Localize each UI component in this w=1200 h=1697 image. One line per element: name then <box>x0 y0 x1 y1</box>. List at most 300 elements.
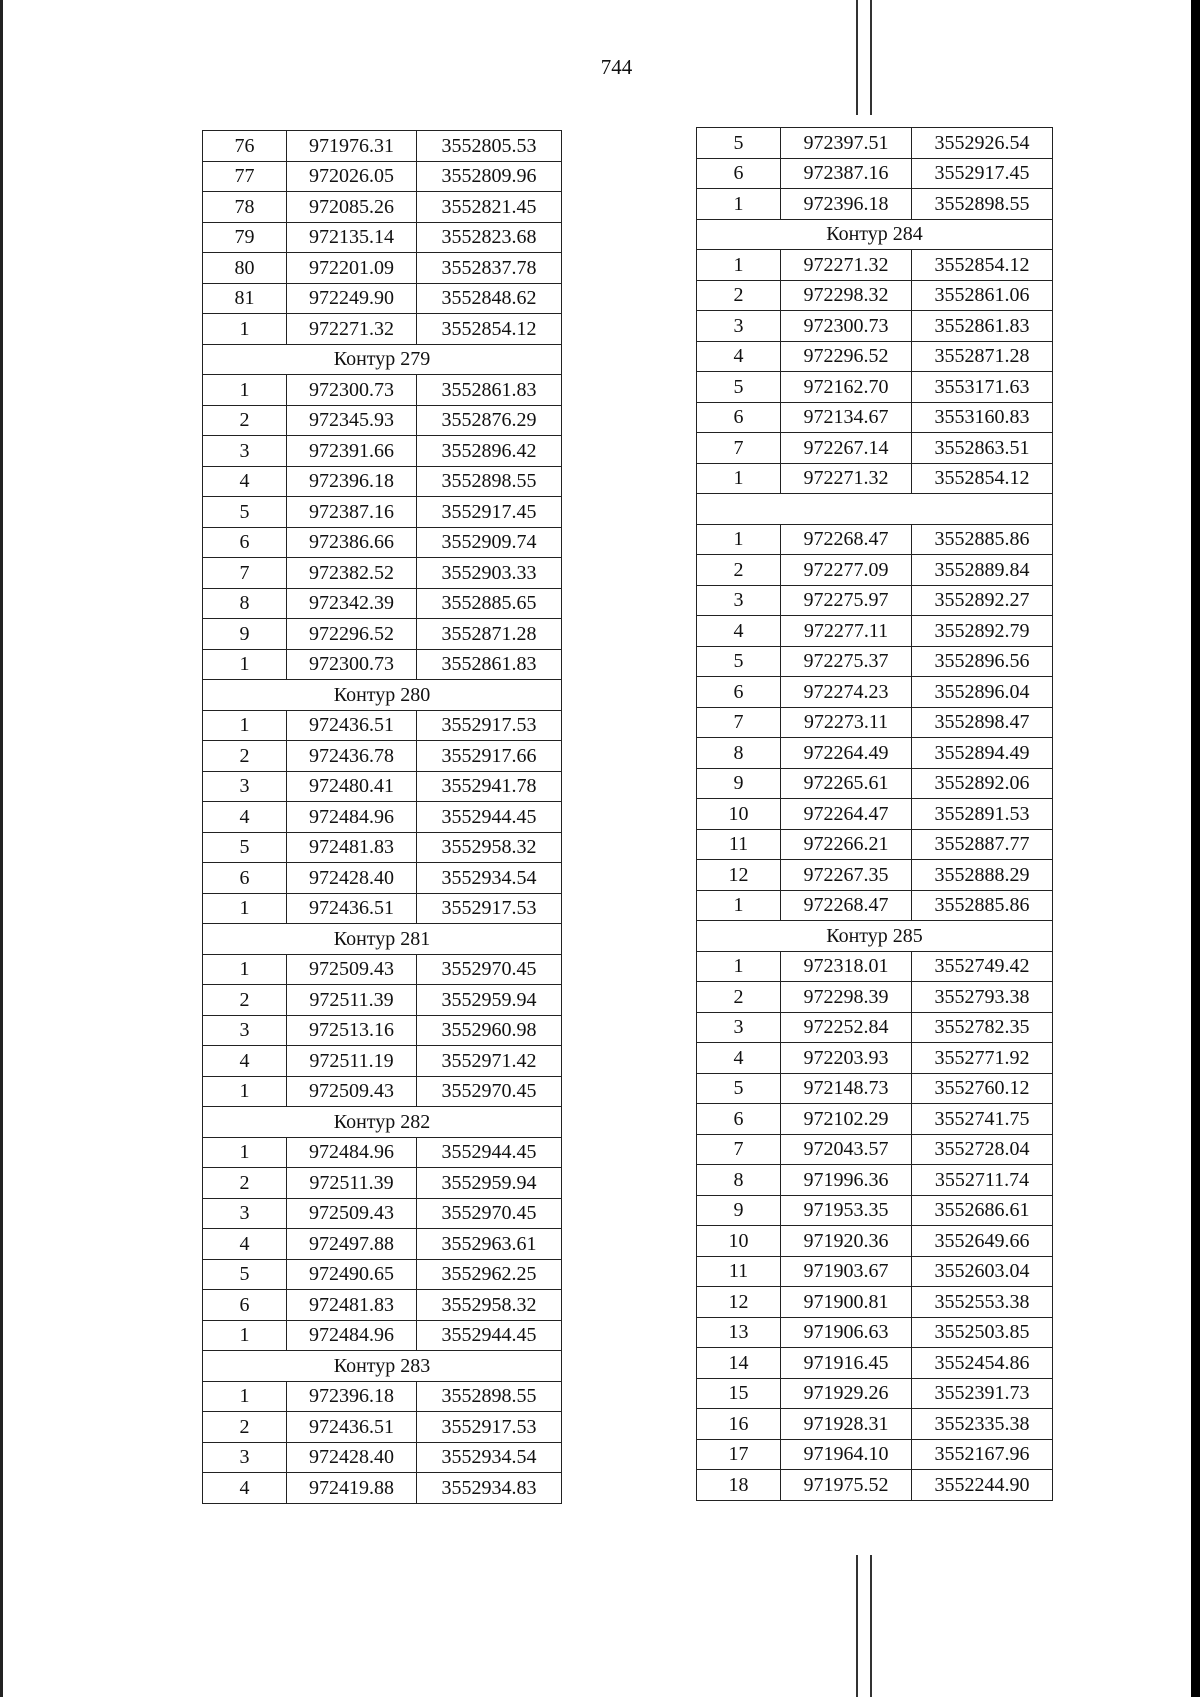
point-number: 7 <box>203 558 287 589</box>
x-coordinate: 972436.51 <box>287 1412 417 1443</box>
y-coordinate: 3552894.49 <box>912 738 1053 769</box>
x-coordinate: 971928.31 <box>781 1409 912 1440</box>
x-coordinate: 972298.32 <box>781 280 912 311</box>
point-number: 1 <box>697 524 781 555</box>
y-coordinate: 3552898.47 <box>912 707 1053 738</box>
y-coordinate: 3552960.98 <box>417 1015 562 1046</box>
table-row <box>203 893 562 924</box>
y-coordinate: 3552898.55 <box>912 189 1053 220</box>
x-coordinate: 972300.73 <box>287 649 417 680</box>
point-number: 6 <box>203 1290 287 1321</box>
scan-edge-left <box>0 0 3 1697</box>
y-coordinate: 3552963.61 <box>417 1229 562 1260</box>
table-row <box>697 524 1053 555</box>
point-number: 8 <box>697 1165 781 1196</box>
x-coordinate: 972264.49 <box>781 738 912 769</box>
table-row <box>697 1195 1053 1226</box>
point-number: 2 <box>203 1412 287 1443</box>
point-number: 4 <box>697 341 781 372</box>
point-number: 1 <box>203 710 287 741</box>
table-row <box>203 954 562 985</box>
y-coordinate: 3552909.74 <box>417 527 562 558</box>
y-coordinate: 3552391.73 <box>912 1378 1053 1409</box>
y-coordinate: 3552821.45 <box>417 192 562 223</box>
x-coordinate: 972509.43 <box>287 1076 417 1107</box>
table-row <box>203 1320 562 1351</box>
table-row <box>203 832 562 863</box>
contour-header: Контур 279 <box>203 344 562 375</box>
table-row <box>697 1287 1053 1318</box>
y-coordinate: 3552896.56 <box>912 646 1053 677</box>
binding-mark-bottom-2 <box>870 1555 872 1697</box>
x-coordinate: 971916.45 <box>781 1348 912 1379</box>
y-coordinate: 3552944.45 <box>417 802 562 833</box>
point-number: 6 <box>697 677 781 708</box>
x-coordinate: 972296.52 <box>287 619 417 650</box>
y-coordinate: 3552917.66 <box>417 741 562 772</box>
page-number: 744 <box>600 55 633 79</box>
y-coordinate: 3552805.53 <box>417 131 562 162</box>
coordinates-table-right <box>696 127 1053 1501</box>
y-coordinate: 3553171.63 <box>912 372 1053 403</box>
y-coordinate: 3552771.92 <box>912 1043 1053 1074</box>
table-row <box>697 189 1053 220</box>
point-number: 1 <box>697 463 781 494</box>
y-coordinate: 3552934.54 <box>417 863 562 894</box>
y-coordinate: 3552871.28 <box>912 341 1053 372</box>
point-number: 3 <box>203 436 287 467</box>
x-coordinate: 971903.67 <box>781 1256 912 1287</box>
table-row <box>697 1165 1053 1196</box>
x-coordinate: 972085.26 <box>287 192 417 223</box>
x-coordinate: 971976.31 <box>287 131 417 162</box>
table-row <box>203 161 562 192</box>
y-coordinate: 3552892.06 <box>912 768 1053 799</box>
x-coordinate: 972275.37 <box>781 646 912 677</box>
y-coordinate: 3552809.96 <box>417 161 562 192</box>
table-row <box>697 158 1053 189</box>
x-coordinate: 972268.47 <box>781 890 912 921</box>
y-coordinate: 3552782.35 <box>912 1012 1053 1043</box>
point-number: 5 <box>203 1259 287 1290</box>
x-coordinate: 972509.43 <box>287 1198 417 1229</box>
blank-cell <box>697 494 1053 525</box>
y-coordinate: 3552861.83 <box>417 375 562 406</box>
point-number: 1 <box>203 1137 287 1168</box>
x-coordinate: 972513.16 <box>287 1015 417 1046</box>
point-number: 3 <box>697 585 781 616</box>
x-coordinate: 972436.51 <box>287 710 417 741</box>
y-coordinate: 3552503.85 <box>912 1317 1053 1348</box>
x-coordinate: 971900.81 <box>781 1287 912 1318</box>
table-row <box>697 982 1053 1013</box>
contour-header: Контур 282 <box>203 1107 562 1138</box>
x-coordinate: 972162.70 <box>781 372 912 403</box>
point-number: 1 <box>203 314 287 345</box>
y-coordinate: 3552917.45 <box>417 497 562 528</box>
y-coordinate: 3552863.51 <box>912 433 1053 464</box>
table-row <box>697 585 1053 616</box>
table-row <box>697 280 1053 311</box>
x-coordinate: 972275.97 <box>781 585 912 616</box>
x-coordinate: 972271.32 <box>781 250 912 281</box>
table-row <box>203 283 562 314</box>
y-coordinate: 3552898.55 <box>417 466 562 497</box>
y-coordinate: 3552889.84 <box>912 555 1053 586</box>
point-number: 8 <box>697 738 781 769</box>
point-number: 5 <box>697 128 781 159</box>
y-coordinate: 3552887.77 <box>912 829 1053 860</box>
point-number: 3 <box>697 1012 781 1043</box>
y-coordinate: 3552971.42 <box>417 1046 562 1077</box>
table-row <box>203 771 562 802</box>
table-row <box>697 1439 1053 1470</box>
x-coordinate: 972277.09 <box>781 555 912 586</box>
x-coordinate: 971906.63 <box>781 1317 912 1348</box>
x-coordinate: 972267.35 <box>781 860 912 891</box>
point-number: 16 <box>697 1409 781 1440</box>
table-row <box>203 466 562 497</box>
point-number: 15 <box>697 1378 781 1409</box>
point-number: 4 <box>203 802 287 833</box>
point-number: 2 <box>203 985 287 1016</box>
point-number: 2 <box>203 741 287 772</box>
table-row <box>697 1470 1053 1501</box>
point-number: 1 <box>697 951 781 982</box>
y-coordinate: 3552854.12 <box>912 463 1053 494</box>
table-row <box>697 951 1053 982</box>
point-number: 1 <box>697 189 781 220</box>
x-coordinate: 972387.16 <box>287 497 417 528</box>
table-row <box>697 128 1053 159</box>
table-row <box>697 250 1053 281</box>
point-number: 7 <box>697 707 781 738</box>
table-row <box>697 402 1053 433</box>
x-coordinate: 972480.41 <box>287 771 417 802</box>
point-number: 4 <box>203 466 287 497</box>
table-row <box>203 741 562 772</box>
table-row <box>697 1409 1053 1440</box>
x-coordinate: 972296.52 <box>781 341 912 372</box>
y-coordinate: 3552649.66 <box>912 1226 1053 1257</box>
y-coordinate: 3552885.65 <box>417 588 562 619</box>
contour-header-row <box>203 1107 562 1138</box>
point-number: 2 <box>697 555 781 586</box>
x-coordinate: 972298.39 <box>781 982 912 1013</box>
table-row <box>203 1412 562 1443</box>
y-coordinate: 3552603.04 <box>912 1256 1053 1287</box>
x-coordinate: 972511.39 <box>287 985 417 1016</box>
x-coordinate: 972148.73 <box>781 1073 912 1104</box>
table-row <box>697 1043 1053 1074</box>
point-number: 1 <box>697 890 781 921</box>
table-row <box>697 1256 1053 1287</box>
y-coordinate: 3552861.83 <box>912 311 1053 342</box>
x-coordinate: 972135.14 <box>287 222 417 253</box>
y-coordinate: 3552854.12 <box>417 314 562 345</box>
contour-header-row <box>203 344 562 375</box>
table-row <box>203 1046 562 1077</box>
x-coordinate: 972396.18 <box>287 1381 417 1412</box>
y-coordinate: 3552962.25 <box>417 1259 562 1290</box>
y-coordinate: 3552917.53 <box>417 710 562 741</box>
point-number: 11 <box>697 829 781 860</box>
y-coordinate: 3552244.90 <box>912 1470 1053 1501</box>
point-number: 11 <box>697 1256 781 1287</box>
table-row <box>203 619 562 650</box>
x-coordinate: 972264.47 <box>781 799 912 830</box>
point-number: 7 <box>697 433 781 464</box>
x-coordinate: 972252.84 <box>781 1012 912 1043</box>
point-number: 5 <box>697 646 781 677</box>
point-number: 9 <box>203 619 287 650</box>
y-coordinate: 3552888.29 <box>912 860 1053 891</box>
table-row <box>203 1137 562 1168</box>
table-row <box>697 616 1053 647</box>
y-coordinate: 3552958.32 <box>417 1290 562 1321</box>
contour-header-row <box>697 921 1053 952</box>
x-coordinate: 972249.90 <box>287 283 417 314</box>
point-number: 79 <box>203 222 287 253</box>
table-row <box>203 588 562 619</box>
table-row <box>203 436 562 467</box>
y-coordinate: 3552896.42 <box>417 436 562 467</box>
y-coordinate: 3552959.94 <box>417 1168 562 1199</box>
x-coordinate: 972397.51 <box>781 128 912 159</box>
table-row <box>697 1348 1053 1379</box>
table-row <box>203 1076 562 1107</box>
x-coordinate: 972266.21 <box>781 829 912 860</box>
blank-row <box>697 494 1053 525</box>
table-row <box>203 314 562 345</box>
y-coordinate: 3552876.29 <box>417 405 562 436</box>
y-coordinate: 3552823.68 <box>417 222 562 253</box>
table-row <box>203 1168 562 1199</box>
table-row <box>697 1226 1053 1257</box>
table-row <box>203 802 562 833</box>
y-coordinate: 3552970.45 <box>417 1198 562 1229</box>
y-coordinate: 3552741.75 <box>912 1104 1053 1135</box>
x-coordinate: 972509.43 <box>287 954 417 985</box>
x-coordinate: 972102.29 <box>781 1104 912 1135</box>
table-row <box>697 555 1053 586</box>
point-number: 1 <box>203 893 287 924</box>
point-number: 4 <box>203 1046 287 1077</box>
x-coordinate: 972419.88 <box>287 1473 417 1504</box>
point-number: 8 <box>203 588 287 619</box>
x-coordinate: 972268.47 <box>781 524 912 555</box>
y-coordinate: 3552903.33 <box>417 558 562 589</box>
table-row <box>697 707 1053 738</box>
y-coordinate: 3552885.86 <box>912 524 1053 555</box>
table-row <box>697 1378 1053 1409</box>
x-coordinate: 972300.73 <box>287 375 417 406</box>
y-coordinate: 3552926.54 <box>912 128 1053 159</box>
table-row <box>203 1198 562 1229</box>
x-coordinate: 972511.39 <box>287 1168 417 1199</box>
point-number: 12 <box>697 860 781 891</box>
y-coordinate: 3552335.38 <box>912 1409 1053 1440</box>
y-coordinate: 3552686.61 <box>912 1195 1053 1226</box>
point-number: 3 <box>203 771 287 802</box>
x-coordinate: 972201.09 <box>287 253 417 284</box>
point-number: 13 <box>697 1317 781 1348</box>
x-coordinate: 972497.88 <box>287 1229 417 1260</box>
table-row <box>697 829 1053 860</box>
point-number: 12 <box>697 1287 781 1318</box>
y-coordinate: 3552167.96 <box>912 1439 1053 1470</box>
y-coordinate: 3552917.53 <box>417 1412 562 1443</box>
x-coordinate: 972271.32 <box>287 314 417 345</box>
x-coordinate: 972396.18 <box>287 466 417 497</box>
y-coordinate: 3552553.38 <box>912 1287 1053 1318</box>
point-number: 2 <box>203 405 287 436</box>
table-row <box>203 985 562 1016</box>
point-number: 4 <box>697 616 781 647</box>
point-number: 5 <box>203 832 287 863</box>
y-coordinate: 3552934.54 <box>417 1442 562 1473</box>
binding-mark-bottom <box>856 1555 858 1697</box>
point-number: 2 <box>697 280 781 311</box>
point-number: 1 <box>203 375 287 406</box>
x-coordinate: 972342.39 <box>287 588 417 619</box>
x-coordinate: 972382.52 <box>287 558 417 589</box>
point-number: 77 <box>203 161 287 192</box>
table-row <box>203 527 562 558</box>
point-number: 4 <box>203 1473 287 1504</box>
x-coordinate: 972273.11 <box>781 707 912 738</box>
point-number: 3 <box>203 1198 287 1229</box>
y-coordinate: 3552959.94 <box>417 985 562 1016</box>
x-coordinate: 971953.35 <box>781 1195 912 1226</box>
x-coordinate: 972481.83 <box>287 1290 417 1321</box>
x-coordinate: 972318.01 <box>781 951 912 982</box>
contour-header-row <box>697 219 1053 250</box>
table-row <box>203 253 562 284</box>
x-coordinate: 972436.51 <box>287 893 417 924</box>
x-coordinate: 972511.19 <box>287 1046 417 1077</box>
table-row <box>697 1012 1053 1043</box>
y-coordinate: 3552871.28 <box>417 619 562 650</box>
y-coordinate: 3552711.74 <box>912 1165 1053 1196</box>
table-row <box>203 1290 562 1321</box>
point-number: 2 <box>697 982 781 1013</box>
x-coordinate: 972267.14 <box>781 433 912 464</box>
contour-header: Контур 284 <box>697 219 1053 250</box>
x-coordinate: 972481.83 <box>287 832 417 863</box>
x-coordinate: 971920.36 <box>781 1226 912 1257</box>
table-row <box>203 1015 562 1046</box>
y-coordinate: 3552944.45 <box>417 1137 562 1168</box>
x-coordinate: 972026.05 <box>287 161 417 192</box>
contour-header: Контур 281 <box>203 924 562 955</box>
y-coordinate: 3552793.38 <box>912 982 1053 1013</box>
x-coordinate: 972387.16 <box>781 158 912 189</box>
x-coordinate: 971996.36 <box>781 1165 912 1196</box>
point-number: 5 <box>697 1073 781 1104</box>
point-number: 10 <box>697 799 781 830</box>
table-row <box>697 311 1053 342</box>
x-coordinate: 972428.40 <box>287 863 417 894</box>
y-coordinate: 3552861.06 <box>912 280 1053 311</box>
y-coordinate: 3552454.86 <box>912 1348 1053 1379</box>
y-coordinate: 3552892.79 <box>912 616 1053 647</box>
table-row <box>203 649 562 680</box>
y-coordinate: 3552970.45 <box>417 954 562 985</box>
point-number: 17 <box>697 1439 781 1470</box>
y-coordinate: 3552892.27 <box>912 585 1053 616</box>
y-coordinate: 3552728.04 <box>912 1134 1053 1165</box>
table-row <box>203 710 562 741</box>
table-row <box>697 1104 1053 1135</box>
x-coordinate: 972134.67 <box>781 402 912 433</box>
point-number: 18 <box>697 1470 781 1501</box>
x-coordinate: 972490.65 <box>287 1259 417 1290</box>
point-number: 5 <box>203 497 287 528</box>
contour-header-row <box>203 680 562 711</box>
table-row <box>203 375 562 406</box>
y-coordinate: 3552885.86 <box>912 890 1053 921</box>
x-coordinate: 971975.52 <box>781 1470 912 1501</box>
point-number: 81 <box>203 283 287 314</box>
point-number: 3 <box>203 1015 287 1046</box>
x-coordinate: 971929.26 <box>781 1378 912 1409</box>
point-number: 6 <box>203 527 287 558</box>
y-coordinate: 3552891.53 <box>912 799 1053 830</box>
y-coordinate: 3552896.04 <box>912 677 1053 708</box>
x-coordinate: 972484.96 <box>287 1320 417 1351</box>
x-coordinate: 972484.96 <box>287 1137 417 1168</box>
table-row <box>203 131 562 162</box>
y-coordinate: 3552917.53 <box>417 893 562 924</box>
table-row <box>697 860 1053 891</box>
table-row <box>697 677 1053 708</box>
table-row <box>203 192 562 223</box>
x-coordinate: 972271.32 <box>781 463 912 494</box>
point-number: 1 <box>203 954 287 985</box>
point-number: 2 <box>203 1168 287 1199</box>
x-coordinate: 972274.23 <box>781 677 912 708</box>
x-coordinate: 972428.40 <box>287 1442 417 1473</box>
point-number: 7 <box>697 1134 781 1165</box>
table-row <box>697 799 1053 830</box>
contour-header: Контур 283 <box>203 1351 562 1382</box>
x-coordinate: 972345.93 <box>287 405 417 436</box>
point-number: 3 <box>697 311 781 342</box>
point-number: 6 <box>203 863 287 894</box>
point-number: 6 <box>697 402 781 433</box>
point-number: 1 <box>203 649 287 680</box>
point-number: 14 <box>697 1348 781 1379</box>
table-row <box>697 1073 1053 1104</box>
table-row <box>697 372 1053 403</box>
table-row <box>697 646 1053 677</box>
x-coordinate: 972203.93 <box>781 1043 912 1074</box>
table-row <box>203 1473 562 1504</box>
table-row <box>697 890 1053 921</box>
point-number: 1 <box>697 250 781 281</box>
contour-header: Контур 285 <box>697 921 1053 952</box>
x-coordinate: 972484.96 <box>287 802 417 833</box>
x-coordinate: 972265.61 <box>781 768 912 799</box>
point-number: 4 <box>203 1229 287 1260</box>
y-coordinate: 3552837.78 <box>417 253 562 284</box>
y-coordinate: 3552848.62 <box>417 283 562 314</box>
point-number: 1 <box>203 1381 287 1412</box>
table-row <box>697 1317 1053 1348</box>
table-row <box>697 341 1053 372</box>
y-coordinate: 3552941.78 <box>417 771 562 802</box>
